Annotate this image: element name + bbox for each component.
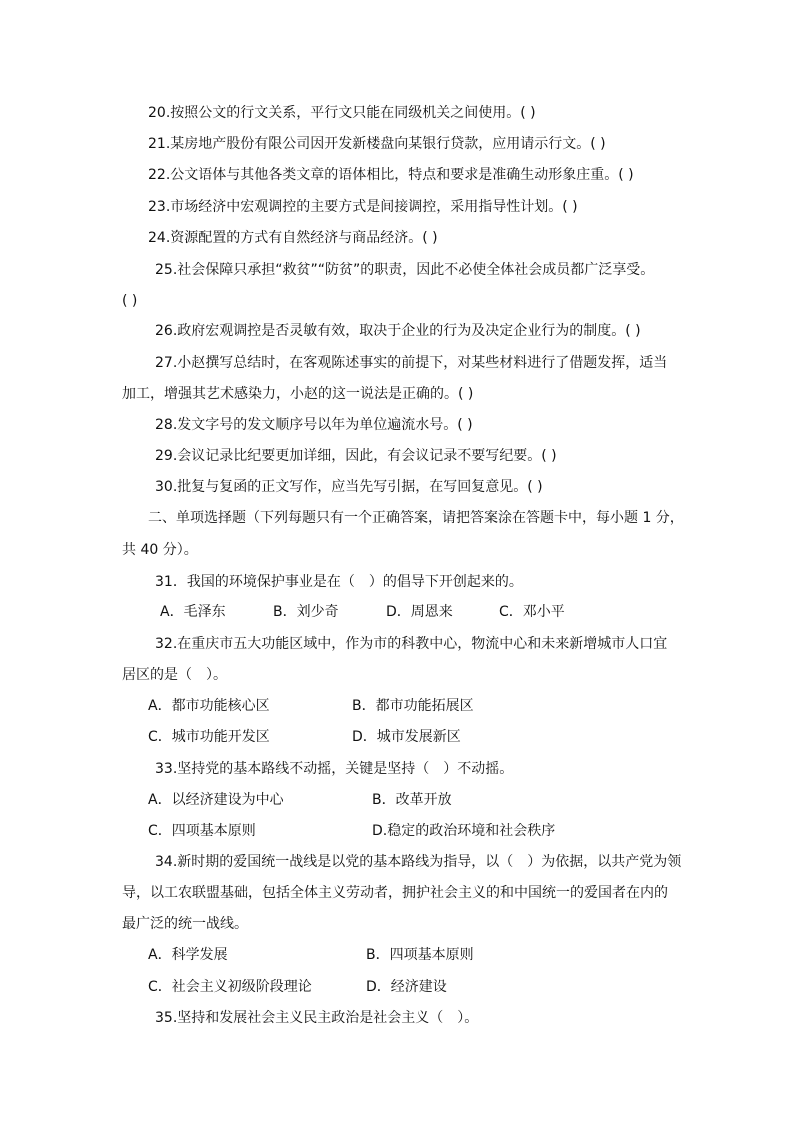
question-31-option-a: A．毛泽东 [160, 604, 226, 620]
question-34-stem-line3: 最广泛的统一战线。 [122, 916, 248, 932]
question-27-line2: 加工，增强其艺术感染力，小赵的这一说法是正确的。( ) [122, 386, 474, 402]
question-32-option-c: C．城市功能开发区 [148, 729, 270, 745]
question-22: 22.公文语体与其他各类文章的语体相比，特点和要求是准确生动形象庄重。( ) [148, 167, 634, 183]
question-21: 21.某房地产股份有限公司因开发新楼盘向某银行贷款，应用请示行文。( ) [148, 136, 606, 152]
question-23: 23.市场经济中宏观调控的主要方式是间接调控，采用指导性计划。( ) [148, 199, 578, 215]
question-34-option-c: C．社会主义初级阶段理论 [148, 979, 312, 995]
question-26: 26.政府宏观调控是否灵敏有效，取决于企业的行为及决定企业行为的制度。( ) [155, 323, 641, 339]
question-32-stem-line2: 居区的是（ ）。 [122, 667, 227, 683]
question-29: 29.会议记录比纪要更加详细，因此，有会议记录不要写纪要。( ) [155, 448, 557, 464]
question-30: 30.批复与复函的正文写作，应当先写引据，在写回复意见。( ) [155, 479, 543, 495]
question-33-stem: 33.坚持党的基本路线不动摇，关键是坚持（ ）不动摇。 [155, 761, 514, 777]
question-28: 28.发文字号的发文顺序号以年为单位遍流水号。( ) [155, 417, 473, 433]
question-33-option-a: A．以经济建设为中心 [148, 792, 284, 808]
question-31-stem: 31．我国的环境保护事业是在（ ）的倡导下开创起来的。 [155, 574, 523, 590]
question-33-option-c: C．四项基本原则 [148, 823, 256, 839]
question-31-option-b: B．刘少奇 [273, 604, 339, 620]
question-31-option-d: C．邓小平 [499, 604, 565, 620]
question-34-option-a: A．科学发展 [148, 947, 228, 963]
question-27-line1: 27.小赵撰写总结时，在客观陈述事实的前提下，对某些材料进行了借题发挥，适当 [155, 355, 668, 371]
question-20: 20.按照公文的行文关系，平行文只能在同级机关之间使用。( ) [148, 105, 536, 121]
question-34-stem-line1: 34.新时期的爱国统一战线是以党的基本路线为指导，以（ ）为依据，以共产党为领 [155, 854, 682, 870]
question-24: 24.资源配置的方式有自然经济与商品经济。( ) [148, 230, 438, 246]
question-31-option-c: D．周恩来 [386, 604, 453, 620]
question-34-option-d: D．经济建设 [366, 979, 447, 995]
question-25-line1: 25.社会保障只承担“救贫”“防贫”的职责，因此不必使全体社会成员都广泛享受。 [155, 262, 655, 278]
question-32-option-a: A．都市功能核心区 [148, 698, 270, 714]
question-25-line2: ( ) [122, 293, 138, 309]
question-32-option-b: B．都市功能拓展区 [352, 698, 474, 714]
question-34-stem-line2: 导，以工农联盟基础，包括全体主义劳动者，拥护社会主义的和中国统一的爱国者在内的 [122, 885, 668, 901]
section-heading-line2: 共 40 分）。 [122, 542, 198, 558]
question-32-option-d: D．城市发展新区 [352, 729, 461, 745]
section-heading-line1: 二、单项选择题（下列每题只有一个正确答案，请把答案涂在答题卡中，每小题 1 分， [148, 510, 684, 526]
question-33-option-d: D.稳定的政治环境和社会秩序 [372, 823, 556, 839]
question-34-option-b: B．四项基本原则 [366, 947, 474, 963]
question-32-stem-line1: 32.在重庆市五大功能区域中，作为市的科教中心，物流中心和未来新增城市人口宜 [155, 636, 668, 652]
question-35-stem: 35.坚持和发展社会主义民主政治是社会主义（ ）。 [155, 1010, 479, 1026]
question-33-option-b: B．改革开放 [372, 792, 452, 808]
